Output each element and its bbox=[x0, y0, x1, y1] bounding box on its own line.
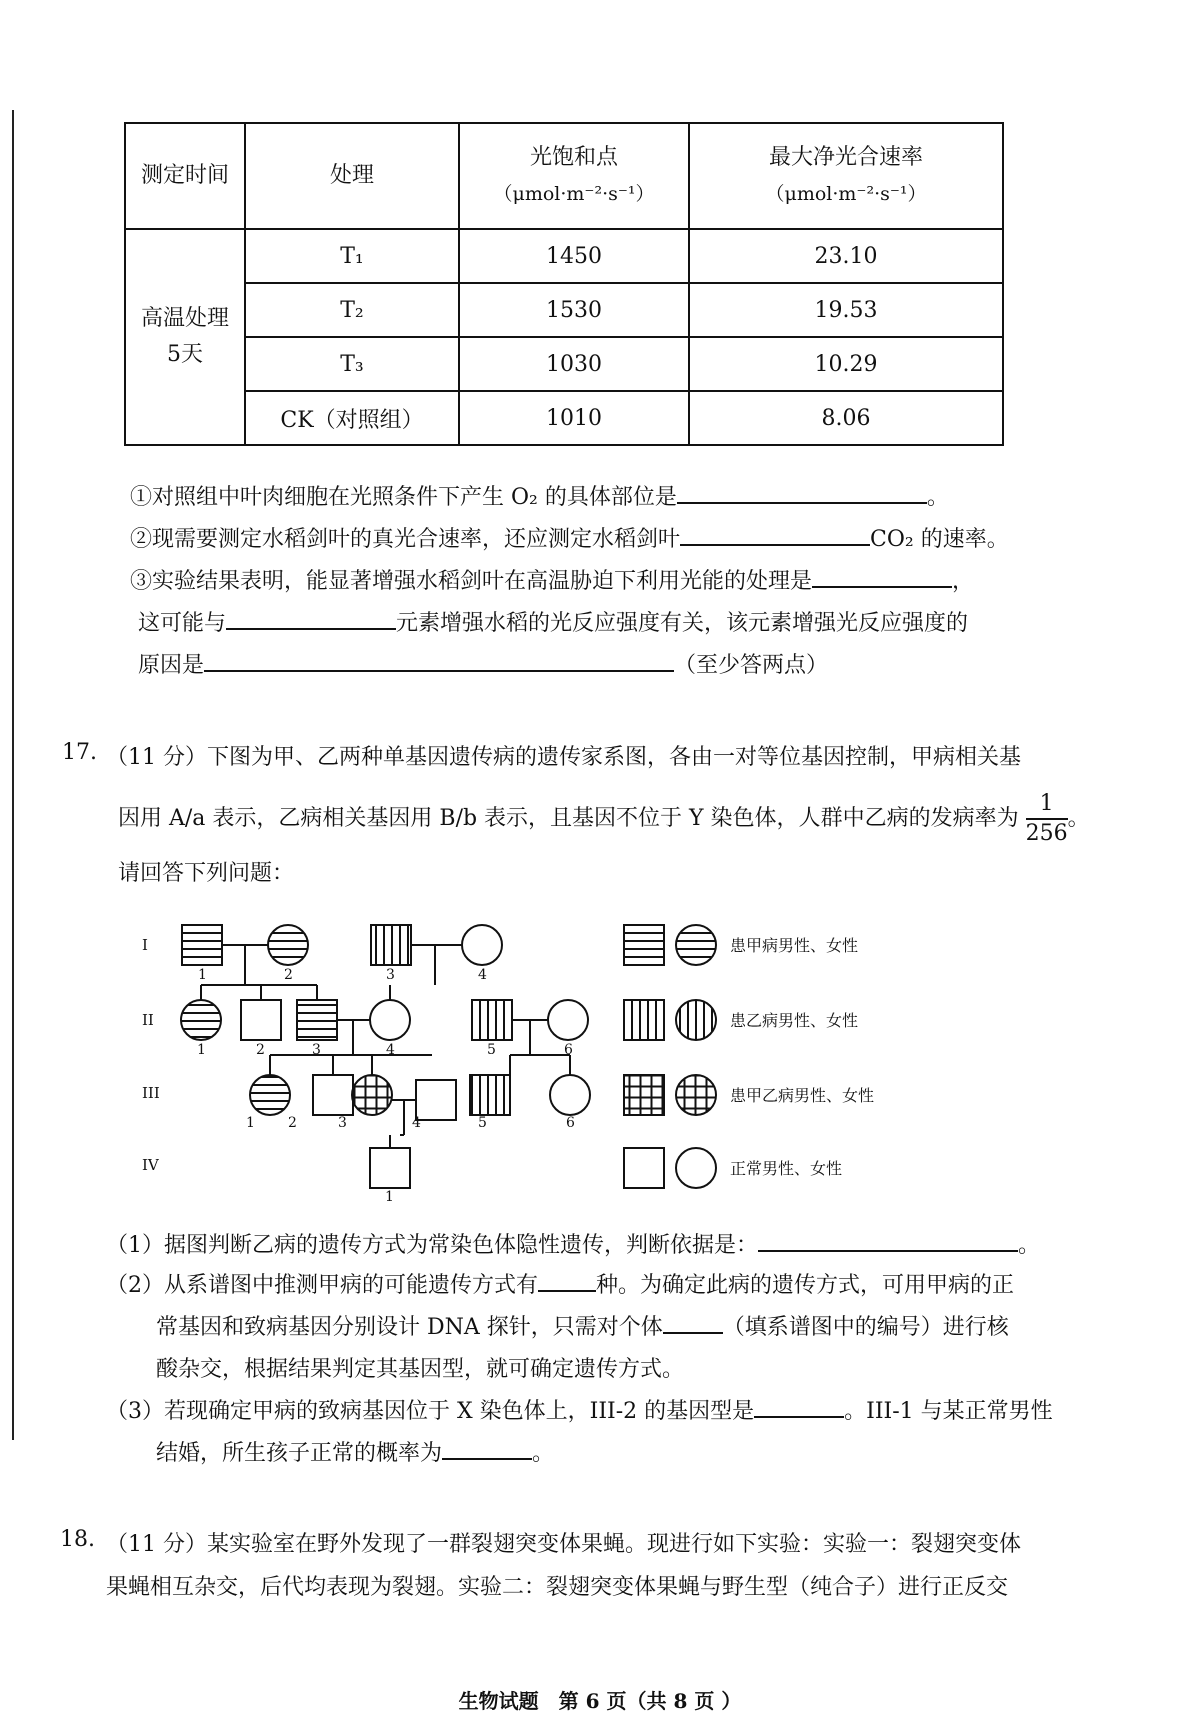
ind-num: 3 bbox=[386, 967, 395, 983]
table-row bbox=[125, 283, 1003, 337]
answer-blank[interactable] bbox=[226, 610, 396, 630]
q16-item3-line3-end: （至少答两点） bbox=[674, 653, 829, 678]
table-header-row bbox=[125, 123, 1003, 229]
legend-ab-female-icon bbox=[676, 1075, 716, 1115]
legend-ab-male-icon bbox=[624, 1075, 664, 1115]
q17-part2 bbox=[106, 1268, 1014, 1299]
ind-num: 1 bbox=[385, 1189, 394, 1205]
photosynthesis-table bbox=[124, 122, 1004, 446]
answer-blank[interactable] bbox=[758, 1232, 1018, 1252]
q16-item3-line3-text: 原因是 bbox=[138, 653, 205, 678]
pedigree-legend bbox=[624, 925, 874, 1188]
table-row bbox=[125, 391, 1003, 445]
q16-item2-text: ②现需要测定水稻剑叶的真光合速率，还应测定水稻剑叶 bbox=[130, 527, 681, 552]
q16-item2 bbox=[130, 522, 1009, 553]
pedigree-chart bbox=[140, 905, 950, 1205]
pedigree-III-4 bbox=[416, 1080, 456, 1120]
q16-item1-text: ①对照组中叶肉细胞在光照条件下产生 O₂ 的具体部位是 bbox=[130, 485, 677, 510]
binding-margin-line bbox=[12, 110, 14, 1440]
ind-num: 3 bbox=[312, 1042, 321, 1058]
treatment-cell: T₁ bbox=[245, 229, 459, 283]
answer-blank[interactable] bbox=[812, 568, 952, 588]
legend-a-male-icon bbox=[624, 925, 664, 965]
pedigree-I-2 bbox=[268, 925, 308, 965]
pedigree-I-3 bbox=[371, 925, 411, 965]
q17-part2-line2 bbox=[156, 1310, 1009, 1341]
answer-blank[interactable] bbox=[663, 1314, 723, 1334]
group-label-line1: 高温处理 bbox=[140, 306, 229, 331]
legend-a-female-icon bbox=[676, 925, 716, 965]
pedigree-II-5 bbox=[472, 1000, 512, 1040]
ind-num: 2 bbox=[256, 1042, 265, 1058]
pedigree-II-4 bbox=[370, 1000, 410, 1040]
legend-normal-male-icon bbox=[624, 1148, 664, 1188]
q16-item3-line2-end: 元素增强水稻的光反应强度有关，该元素增强光反应强度的 bbox=[396, 611, 969, 636]
legend-label: 患甲病男性、女性 bbox=[730, 936, 859, 955]
ind-num: 3 bbox=[338, 1115, 347, 1131]
page-footer: 生物试题 第 6 页（共 8 页 ） bbox=[458, 1689, 742, 1713]
treatment-cell: T₃ bbox=[245, 337, 459, 391]
legend-label: 患乙病男性、女性 bbox=[730, 1011, 859, 1030]
q17-part2-text: （2）从系谱图中推测甲病的可能遗传方式有 bbox=[106, 1273, 538, 1298]
q16-item3-line2 bbox=[138, 606, 968, 637]
q17-part3-end: 。III-1 与某正常男性 bbox=[844, 1399, 1053, 1424]
legend-b-female-icon bbox=[676, 1000, 716, 1040]
answer-blank[interactable] bbox=[204, 652, 674, 672]
header-rate bbox=[689, 123, 1003, 229]
ind-num: 4 bbox=[412, 1115, 421, 1131]
gen-label-2: II bbox=[142, 1011, 154, 1029]
ind-num: 5 bbox=[478, 1115, 487, 1131]
header-rate-unit: （μmol·m⁻²·s⁻¹） bbox=[765, 183, 927, 205]
answer-blank[interactable] bbox=[442, 1440, 532, 1460]
header-time: 测定时间 bbox=[125, 123, 245, 229]
q16-item1-end: 。 bbox=[926, 485, 949, 510]
q17-part3 bbox=[106, 1394, 1053, 1425]
ind-num: 1 bbox=[198, 967, 207, 983]
saturation-cell: 1450 bbox=[459, 229, 689, 283]
pedigree-III-5 bbox=[470, 1075, 510, 1115]
pedigree-II-6 bbox=[548, 1000, 588, 1040]
ind-num: 6 bbox=[566, 1115, 575, 1131]
header-rate-label: 最大净光合速率 bbox=[768, 145, 923, 170]
treatment-cell: T₂ bbox=[245, 283, 459, 337]
q18-number: 18. bbox=[60, 1527, 95, 1552]
rate-cell: 23.10 bbox=[689, 229, 1003, 283]
pedigree-II-3 bbox=[297, 1000, 337, 1040]
header-treatment: 处理 bbox=[245, 123, 459, 229]
q16-item3-end: ， bbox=[952, 569, 975, 594]
q17-part1 bbox=[106, 1228, 1040, 1259]
q16-item3 bbox=[130, 564, 974, 595]
q17-part1-text: （1）据图判断乙病的遗传方式为常染色体隐性遗传，判断依据是： bbox=[106, 1233, 758, 1258]
rate-cell: 10.29 bbox=[689, 337, 1003, 391]
q17-part2-line2-text: 常基因和致病基因分别设计 DNA 探针，只需对个体 bbox=[156, 1315, 663, 1340]
legend-label: 患甲乙病男性、女性 bbox=[730, 1086, 875, 1105]
q18-line2: 果蝇相互杂交，后代均表现为裂翅。实验二：裂翅突变体果蝇与野生型（纯合子）进行正反交 bbox=[106, 1575, 1009, 1600]
q17-part3-line2-text: 结婚，所生孩子正常的概率为 bbox=[156, 1441, 443, 1466]
pedigree-III-1 bbox=[250, 1075, 290, 1115]
q16-item2-end: CO₂ 的速率。 bbox=[870, 527, 1009, 552]
pedigree-II-2 bbox=[241, 1000, 281, 1040]
gen-label-4: IV bbox=[142, 1156, 159, 1174]
pedigree-I-1 bbox=[182, 925, 222, 965]
saturation-cell: 1010 bbox=[459, 391, 689, 445]
q17-part3-line2 bbox=[156, 1436, 554, 1467]
saturation-cell: 1030 bbox=[459, 337, 689, 391]
legend-normal-female-icon bbox=[676, 1148, 716, 1188]
q18-line1: （11 分）某实验室在野外发现了一群裂翅突变体果蝇。现进行如下实验：实验一：裂翅突变体 bbox=[106, 1532, 1021, 1557]
treatment-cell: CK（对照组） bbox=[245, 391, 459, 445]
header-saturation-label: 光饱和点 bbox=[529, 145, 618, 170]
gen-label-1: I bbox=[142, 936, 148, 954]
q17-number: 17. bbox=[62, 740, 97, 765]
ind-num: 2 bbox=[288, 1115, 297, 1131]
ind-num: 6 bbox=[564, 1042, 573, 1058]
q16-item3-line2-text: 这可能与 bbox=[138, 611, 227, 636]
q17-part3-line2-end: 。 bbox=[532, 1441, 555, 1466]
ind-num: 4 bbox=[386, 1042, 395, 1058]
fraction-numerator: 1 bbox=[1026, 790, 1068, 820]
pedigree-III-3 bbox=[352, 1075, 392, 1115]
ind-num: 1 bbox=[246, 1115, 255, 1131]
pedigree-III-6 bbox=[550, 1075, 590, 1115]
q16-item1 bbox=[130, 480, 949, 511]
ind-num: 1 bbox=[197, 1042, 206, 1058]
pedigree-III-2 bbox=[313, 1075, 353, 1115]
saturation-cell: 1530 bbox=[459, 283, 689, 337]
answer-blank[interactable] bbox=[677, 484, 927, 504]
q16-item3-text: ③实验结果表明，能显著增强水稻剑叶在高温胁迫下利用光能的处理是 bbox=[130, 569, 813, 594]
q17-intro-line2-text: 因用 A/a 表示，乙病相关基因用 B/b 表示，且基因不位于 Y 染色体，人群中乙病的发病率为 bbox=[118, 806, 1019, 831]
pedigree-I-4 bbox=[462, 925, 502, 965]
q17-intro-line3: 请回答下列问题： bbox=[118, 861, 295, 886]
table-row bbox=[125, 337, 1003, 391]
incidence-fraction bbox=[1026, 790, 1068, 848]
ind-num: 5 bbox=[487, 1042, 496, 1058]
ind-num: 2 bbox=[284, 967, 293, 983]
answer-blank[interactable] bbox=[680, 526, 870, 546]
answer-blank[interactable] bbox=[538, 1272, 596, 1292]
q17-part2-end: 种。为确定此病的遗传方式，可用甲病的正 bbox=[596, 1273, 1015, 1298]
q17-part2-line2-end: （填系谱图中的编号）进行核 bbox=[722, 1315, 1009, 1340]
q17-part3-text: （3）若现确定甲病的致病基因位于 X 染色体上，III-2 的基因型是 bbox=[106, 1399, 755, 1424]
q17-part1-end: 。 bbox=[1018, 1233, 1041, 1258]
legend-b-male-icon bbox=[624, 1000, 664, 1040]
legend-label: 正常男性、女性 bbox=[730, 1159, 843, 1178]
q17-intro-line2-end: 。 bbox=[1067, 806, 1090, 831]
table-row bbox=[125, 229, 1003, 283]
q17-part2-line3: 酸杂交，根据结果判定其基因型，就可确定遗传方式。 bbox=[156, 1357, 685, 1382]
rate-cell: 19.53 bbox=[689, 283, 1003, 337]
rate-cell: 8.06 bbox=[689, 391, 1003, 445]
q17-intro-line1: （11 分）下图为甲、乙两种单基因遗传病的遗传家系图，各由一对等位基因控制，甲病相关基 bbox=[106, 745, 1021, 770]
pedigree-IV-1 bbox=[370, 1148, 410, 1188]
header-saturation-unit: （μmol·m⁻²·s⁻¹） bbox=[493, 183, 655, 205]
pedigree-II-1 bbox=[181, 1000, 221, 1040]
fraction-denominator: 256 bbox=[1025, 821, 1068, 846]
group-cell bbox=[125, 229, 245, 445]
q17-intro-line2 bbox=[118, 790, 1090, 848]
header-saturation bbox=[459, 123, 689, 229]
group-label-line2: 5天 bbox=[167, 342, 203, 367]
gen-label-3: III bbox=[142, 1084, 160, 1102]
answer-blank[interactable] bbox=[754, 1398, 844, 1418]
ind-num: 4 bbox=[478, 967, 487, 983]
q16-item3-line3 bbox=[138, 648, 828, 679]
